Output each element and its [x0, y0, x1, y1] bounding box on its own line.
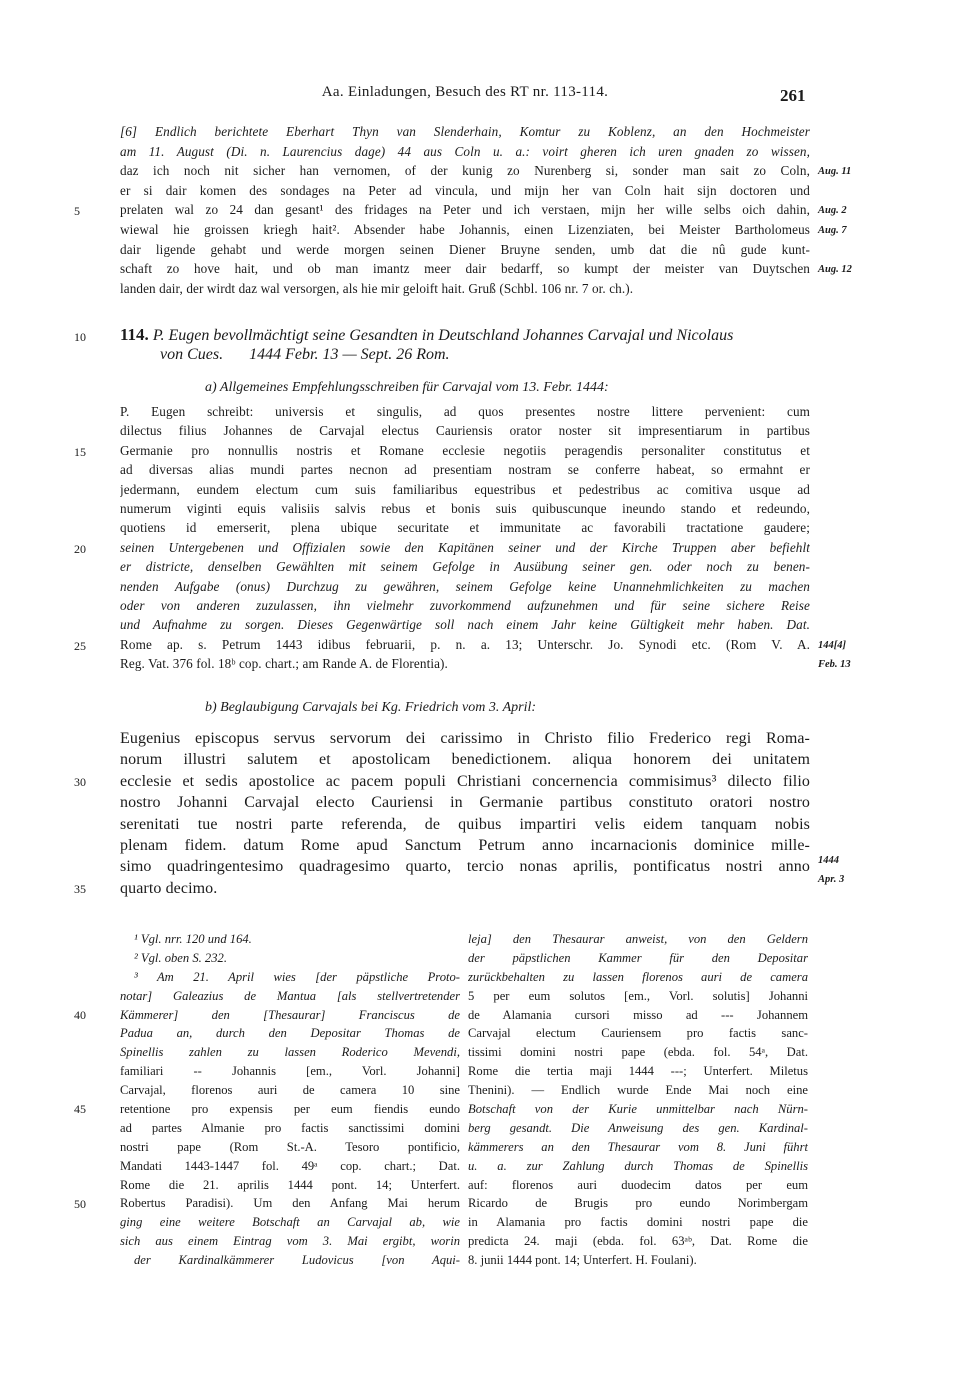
text-line: am 11. August (Di. n. Laurencius dage) 44 aus Coln u. a.: voirt gheren ich uren gnaden zo wissen,: [120, 143, 810, 159]
text-line: serenitati tue nostri parte referenda, de quibus impartiri velis eidem tanquam nobis: [120, 815, 810, 833]
text-line: P. Eugen schreibt: universis et singulis, ad quos presentes nostre littere pervenient: cum: [120, 404, 810, 419]
text-line: Reg. Vat. 376 fol. 18ᵇ cop. chart.; am Rande A. de Florentia).: [120, 656, 448, 672]
margin-date-note: Apr. 3: [818, 874, 845, 886]
footnote-line: ¹ Vgl. nrr. 120 und 164.: [134, 932, 252, 946]
footnote-line: Rome die 21. aprilis 1444 pont. 14; Unterfert.: [120, 1177, 460, 1192]
text-line: daz ich noch nit sicher han vernomen, of der kunig zo Nurenberg si, sonder man sait zo Coln,: [120, 163, 810, 179]
text-line: er districte, denselben Gewählten mit seinem Gefolge in Ausübung seiner gen. oder noch zu benen-: [120, 559, 810, 575]
text-line: er si dair komen des sondages na Peter ad vincula, und mijn her van Coln hait sijn doctoren und: [120, 182, 810, 198]
footnote-line: Carvajal, florenos auri de camera 10 sine: [120, 1083, 460, 1098]
text-line: ad diversas alias mundi partes necnon ad presentiam nostram se conferre habeat, so ermahnt er: [120, 462, 810, 478]
line-number: 25: [74, 638, 86, 653]
footnote-line: ad partes Almanie pro factis sanctissimi domini: [120, 1120, 460, 1135]
margin-date-note: Feb. 13: [818, 659, 851, 671]
footnote-line: Kämmerer] den [Thesaurar] Franciscus de: [120, 1007, 460, 1022]
footnote-line: sich aus einem Eintrag vom 3. Mai ergibt, worin: [120, 1234, 460, 1249]
text-line: Eugenius episcopus servus servorum dei carissimo in Christo filio Frederico regi Roma-: [120, 730, 810, 747]
line-number: 10: [74, 330, 86, 344]
text-line: Germanie pro nonnullis nostris et Romane ecclesie negotiis peragendis personaliter constitutus et: [120, 442, 810, 458]
line-number: 50: [74, 1196, 86, 1211]
text-line: quarto decimo.: [120, 879, 218, 897]
text-line: seinen Untergebenen und Offizialen sowie den Kapitänen seiner und der Kirche Truppen aber befiehlt: [120, 539, 810, 555]
footnote-line: der Kardinalkämmerer Ludovicus [von Aqui-: [134, 1253, 460, 1268]
text-line: simo quadringentesimo quadragesimo quarto, tercio nonas aprilis, pontificatus nostri anno: [120, 858, 810, 876]
footnote-line: auf: florenos auri duodecim datos per eum: [468, 1177, 808, 1192]
text-line: ecclesie et sedis apostolice ac pacem populi Christiani concernencia commisimus³ dilecto filio: [120, 772, 810, 790]
margin-date-note: Aug. 11: [818, 166, 852, 178]
footnotes-left-column: [120, 930, 460, 1270]
footnote-line: retentione pro expensis per eum fiendis eundo: [120, 1102, 460, 1117]
footnote-line: zurückbehalten zu lassen florenos auri de camera: [468, 969, 808, 984]
footnote-line: tissimi domini nostri pape (ebda. fol. 54ᵃ, Dat.: [468, 1045, 808, 1060]
text-line: numerum viginti equis valisiis salvis rebus et bonis suis quibuscunque ineundo stando et redeundo,: [120, 501, 810, 516]
footnote-line: familiari -- Johannis [em., Vorl. Johanni]: [120, 1064, 460, 1079]
text-line: prelaten wal zo 24 dan gesant¹ des fridages na Peter und ich verstaen, mijn her wille selbs oich dahin,: [120, 202, 810, 218]
text-line: quotiens id emerserit, plena ubique securitate et immunitate ac favorabili tractatione gaudere;: [120, 520, 810, 536]
margin-date-note: Aug. 7: [818, 225, 847, 236]
footnote-line: ging eine weitere Botschaft an Carvajal ab, wie: [120, 1215, 460, 1230]
running-header: Aa. Einladungen, Besuch des RT nr. 113-114.: [321, 84, 609, 100]
document-title-line-2: von Cues.: [160, 346, 224, 363]
document-number: 114.: [120, 325, 149, 344]
footnote-line: Ricardo de Brugis pro eundo Norimbergam: [468, 1196, 808, 1211]
footnote-line: Carvajal electum Cauriensem pro factis sanc-: [468, 1026, 808, 1041]
footnote-line: ³ Am 21. April wies [der päpstliche Proto-: [134, 969, 460, 984]
footnote-line: in Alamania pro factis domini nostri pape die: [468, 1215, 808, 1230]
footnote-line: Robertus Paradisi). Um den Anfang Mai herum: [120, 1196, 460, 1211]
document-heading: [120, 325, 820, 345]
footnote-line: Spinellis zahlen zu lassen Roderico Mevendi,: [120, 1045, 460, 1060]
margin-date-note: Aug. 2: [818, 205, 847, 217]
footnote-line: Padua an, durch den Depositar Thomas de: [120, 1026, 460, 1041]
text-line: [6] Endlich berichtete Eberhart Thyn van Slenderhain, Komtur zu Koblenz, an den Hochmeister: [120, 124, 810, 139]
footnote-line: der päpstlichen Kammer für den Depositar: [468, 950, 808, 965]
text-line: dair ligende gehabt und werde morgen seinen Diener Bruyne senden, umb dat die nû gude kunt-: [120, 241, 810, 257]
footnote-line: berg gesandt. Die Anweisung des gen. Kardinal-: [468, 1120, 808, 1135]
text-line: jedermann, eundem electum cum suis familiaribus equestribus et pedestribus ac comitiva usque ad: [120, 481, 810, 497]
page-number: 261: [780, 86, 806, 105]
section-b-label: b) Beglaubigung Carvajals bei Kg. Friedrich vom 3. April:: [205, 700, 537, 715]
footnote-line: u. a. zur Zahlung durch Thomas de Spinellis: [468, 1158, 808, 1173]
footnote-line: 8. junii 1444 pont. 14; Unterfert. H. Foulani).: [468, 1253, 697, 1268]
line-number: 35: [74, 881, 86, 896]
text-line: plenam fidem. datum Rome apud Sanctum Petrum anno incarnacionis dominice mille-: [120, 837, 810, 854]
text-line: landen dair, der wirdt daz wal versorgen, als hie mir geloift hait. Gruß (Schbl. 106 nr. 7 or. ch.).: [120, 280, 634, 296]
text-line: oder von anderen zuzulassen, ihn vielmehr zuvorkommend aufzunehmen und für seine sichere Reise: [120, 598, 810, 613]
text-line: schaft zo hove hait, und ob man imantz meer dair bedarff, so kumpt der meister van Duytschen: [120, 261, 810, 277]
margin-date-note: 144[4]: [818, 639, 846, 651]
footnote-line: predicta 24. maji (ebda. fol. 63ᵃᵇ, Dat. Rome die: [468, 1234, 808, 1249]
document-heading-line-2: [160, 346, 860, 364]
text-line: Rome ap. s. Petrum 1443 idibus februarii, p. n. a. 13; Unterschr. Jo. Synodi etc. (Rom V. A.: [120, 636, 810, 652]
document-title-line-1: P. Eugen bevollmächtigt seine Gesandten in Deutschland Johannes Carvajal und Nicolaus: [152, 327, 734, 344]
footnote-line: nostri pape (Rom St.-A. Tesoro pontificio,: [120, 1139, 460, 1154]
section-a-label: a) Allgemeines Empfehlungsschreiben für Carvajal vom 13. Febr. 1444:: [205, 380, 609, 395]
text-line: und Aufnahme zu sorgen. Dieses Gegenwärtige soll nach einem Jahr keine Gültigkeit mehr haben. Dat.: [120, 617, 810, 633]
line-number: 15: [74, 444, 86, 459]
line-number: 40: [74, 1007, 86, 1022]
text-line: dilectus filius Johannes de Carvajal electus Cauriensis orator noster sit impresentiarum in partibus: [120, 423, 810, 439]
margin-date-note: 1444: [818, 854, 839, 866]
footnote-line: de Alamania cursori misso ad --- Johannem: [468, 1007, 808, 1022]
footnote-line: Botschaft von der Kurie unmittelbar nach Nürn-: [468, 1102, 808, 1117]
text-line: norum illustri salutem et apostolicam benedictionem. aliqua honorem dei unitatem: [120, 751, 810, 769]
footnotes-right-column: [468, 930, 808, 1270]
line-number: 45: [74, 1102, 86, 1117]
text-line: nostro Johanni Carvajal electo Cauriensi in Germanie partibus constituto oratori nostro: [120, 794, 810, 812]
footnote-line: kämmerers an den Thesaurar vom 8. Juni führt: [468, 1139, 808, 1154]
footnote-line: notar] Galeazius de Mantua [als stellvertretender: [120, 988, 460, 1003]
footnote-line: Mandati 1443-1447 fol. 49ᵃ cop. chart.; Dat.: [120, 1158, 460, 1173]
footnote-line: 5 per eum solutos [em., Vorl. solutis] Johanni: [468, 988, 808, 1003]
document-date: 1444 Febr. 13 — Sept. 26 Rom.: [249, 346, 450, 363]
text-line: wiewal hie groissen kriegh hait². Absender habe Johannis, einen Lizenziaten, bei Meister Bartholomeus: [120, 222, 810, 237]
line-number: 20: [74, 541, 86, 556]
margin-date-note: Aug. 12: [818, 264, 852, 276]
text-line: nenden Aufgabe (onus) Durchzug zu gewähren, seinem Gefolge keine Unannehmlichkeiten zu machen: [120, 578, 810, 594]
line-number: 5: [74, 204, 80, 219]
line-number: 30: [74, 774, 86, 789]
footnote-line: ² Vgl. oben S. 232.: [134, 950, 227, 965]
footnote-line: leja] den Thesaurar anweist, von den Geldern: [468, 932, 808, 946]
footnote-line: Rome die tertia maji 1444 ---; Unterfert. Miletus: [468, 1064, 808, 1079]
footnote-line: Thenini). — Endlich wurde Ende Mai noch eine: [468, 1083, 808, 1098]
